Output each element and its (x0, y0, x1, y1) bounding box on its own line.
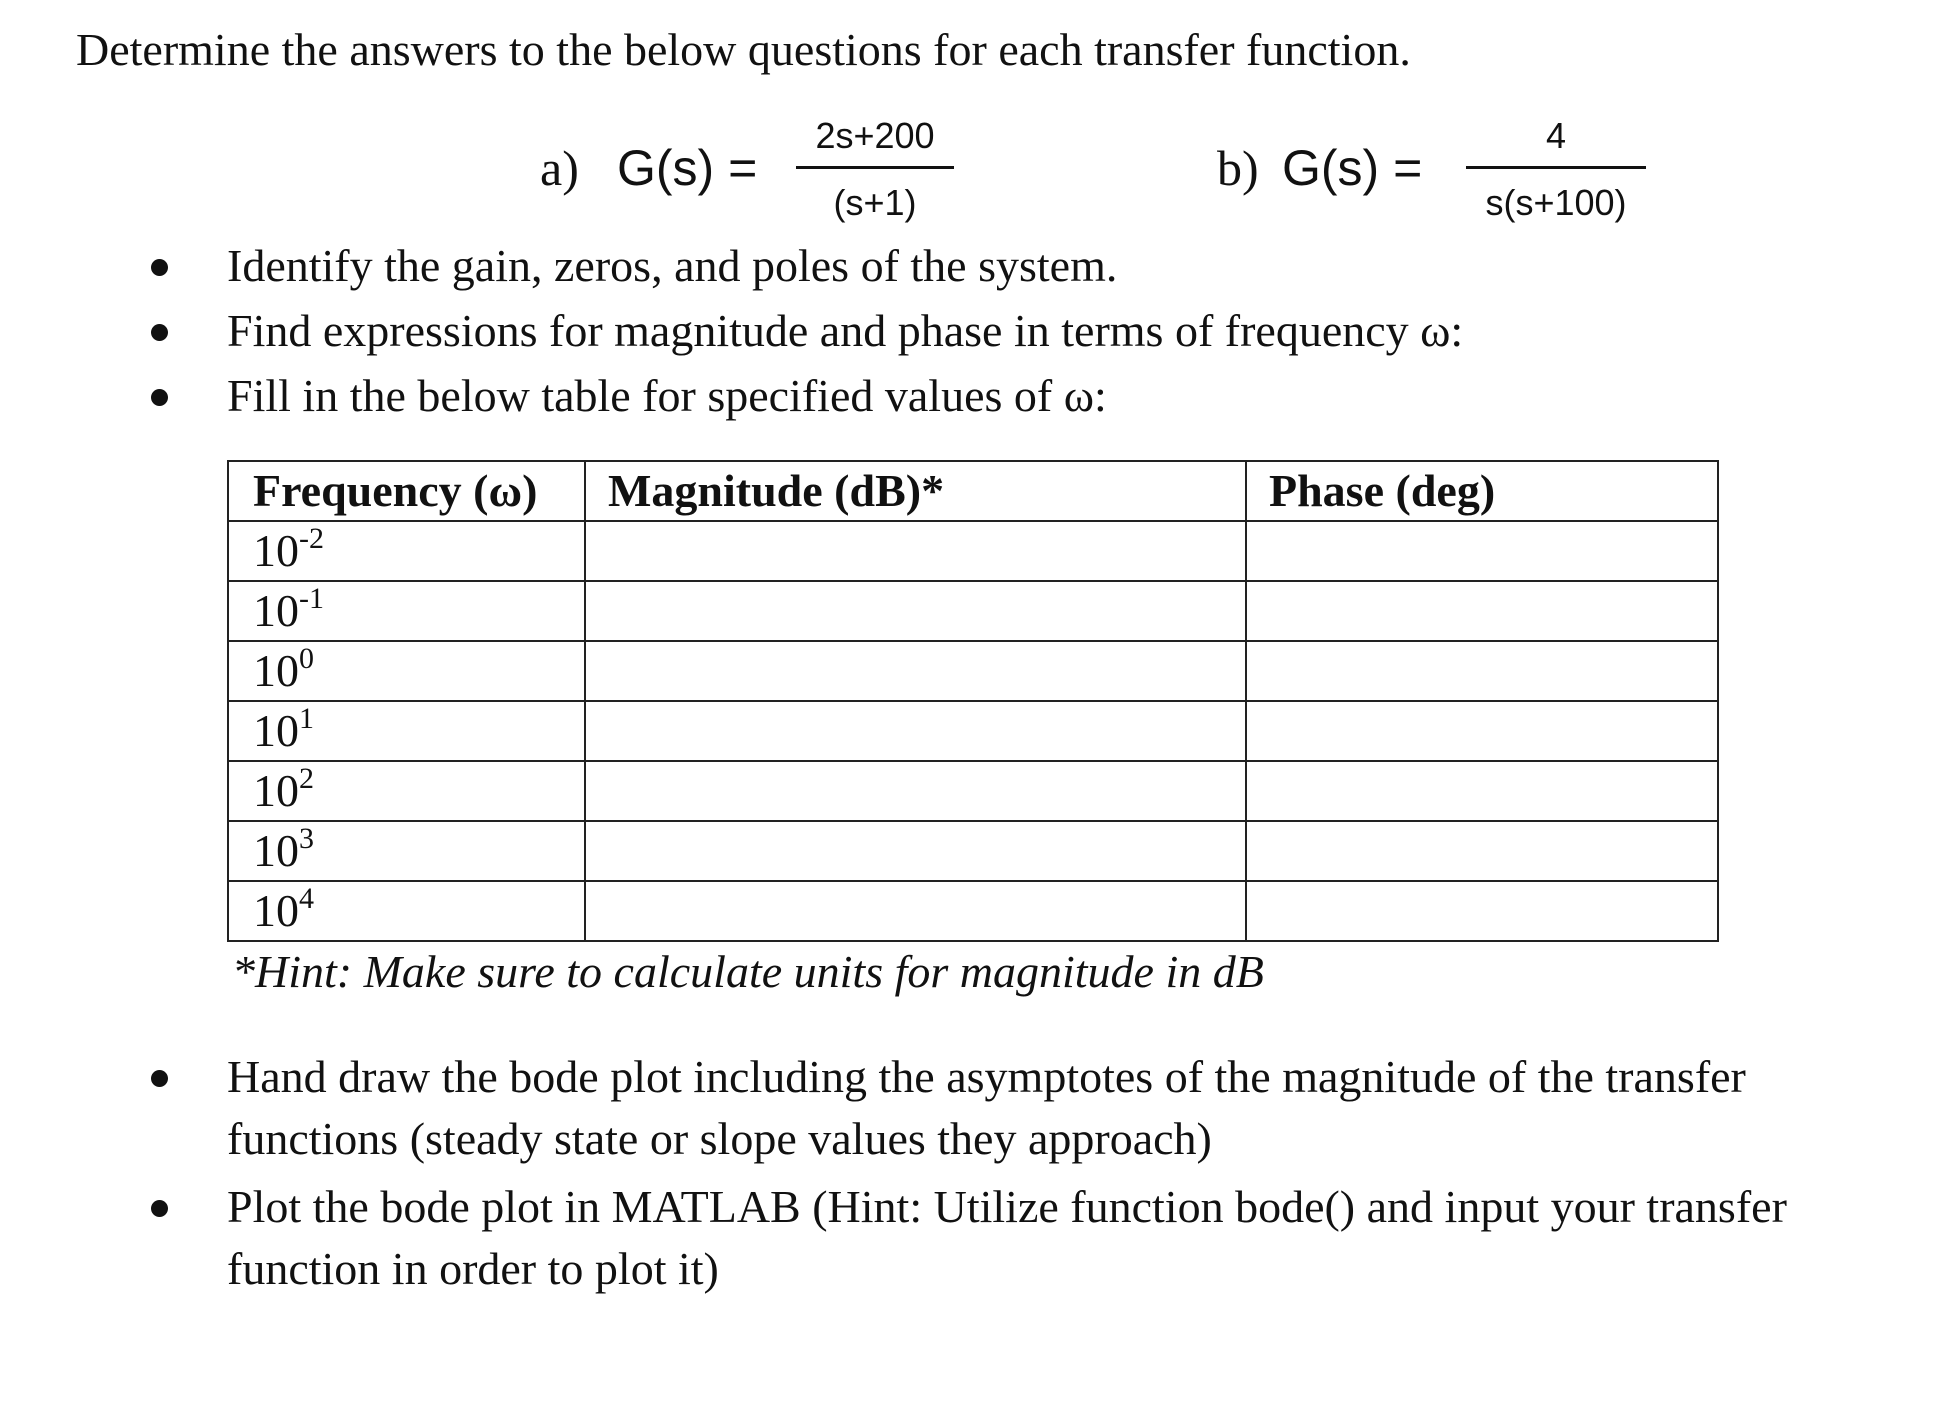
equation-a-denominator: (s+1) (833, 182, 917, 223)
equation-b-fraction-bar (1466, 166, 1646, 169)
equation-b-lhs: G(s) = (1282, 140, 1423, 196)
table-row (228, 521, 1718, 581)
phase-cell[interactable] (1246, 521, 1718, 581)
bullet-identify: Identify the gain, zeros, and poles of the system. (227, 240, 1118, 291)
frequency-table (227, 460, 1719, 942)
magnitude-cell[interactable] (585, 581, 1246, 641)
frequency-cell: $10^0$ (228, 641, 585, 701)
equation-a-numerator: 2s+200 (815, 115, 935, 156)
frequency-cell: $10^{-1}$ (228, 581, 585, 641)
bullet-hand-draw-line2: functions (steady state or slope values they approach) (227, 1113, 1212, 1164)
hint-text: *Hint: Make sure to calculate units for magnitude in dB (232, 946, 1264, 997)
magnitude-cell[interactable] (585, 761, 1246, 821)
bullet-hand-draw-line1: Hand draw the bode plot including the asymptotes of the magnitude of the transfer (227, 1051, 1746, 1102)
equation-a-label: a) (540, 140, 579, 196)
bullet-expressions: Find expressions for magnitude and phase in terms of frequency ω: (227, 305, 1464, 356)
frequency-cell: $10^4$ (228, 881, 585, 941)
magnitude-cell[interactable] (585, 701, 1246, 761)
equation-b-numerator: 4 (1545, 115, 1567, 156)
bullet-matlab-line2: function in order to plot it) (227, 1243, 719, 1294)
magnitude-cell[interactable] (585, 521, 1246, 581)
phase-cell[interactable] (1246, 821, 1718, 881)
table-row (228, 641, 1718, 701)
intro-text: Determine the answers to the below questions for each transfer function. (76, 24, 1411, 75)
frequency-cell: $10^2$ (228, 761, 585, 821)
magnitude-cell[interactable] (585, 881, 1246, 941)
table-row (228, 761, 1718, 821)
table-row (228, 821, 1718, 881)
header-frequency: Frequency (ω) (228, 461, 585, 521)
magnitude-cell[interactable] (585, 641, 1246, 701)
equation-a-fraction-bar (796, 166, 954, 169)
phase-cell[interactable] (1246, 761, 1718, 821)
header-magnitude: Magnitude (dB)* (585, 461, 1246, 521)
phase-cell[interactable] (1246, 881, 1718, 941)
header-phase: Phase (deg) (1246, 461, 1718, 521)
phase-cell[interactable] (1246, 641, 1718, 701)
phase-cell[interactable] (1246, 581, 1718, 641)
bullet-dot (151, 259, 168, 276)
phase-cell[interactable] (1246, 701, 1718, 761)
table-row (228, 881, 1718, 941)
equation-b-denominator: s(s+100) (1485, 182, 1627, 223)
equation-a-lhs: G(s) = (617, 140, 758, 196)
bullet-matlab-line1: Plot the bode plot in MATLAB (Hint: Utilize function bode() and input your transfer (227, 1181, 1787, 1232)
equation-b-label: b) (1217, 140, 1259, 196)
table-row (228, 581, 1718, 641)
bullet-fill-table: Fill in the below table for specified values of ω: (227, 370, 1107, 421)
magnitude-cell[interactable] (585, 821, 1246, 881)
bullet-dot (151, 1200, 168, 1217)
bullet-dot (151, 389, 168, 406)
table-header-row (228, 461, 1718, 521)
bullet-dot (151, 324, 168, 341)
table-row (228, 701, 1718, 761)
frequency-cell: $10^{-2}$ (228, 521, 585, 581)
bullet-dot (151, 1070, 168, 1087)
frequency-cell: $10^3$ (228, 821, 585, 881)
frequency-cell: $10^1$ (228, 701, 585, 761)
